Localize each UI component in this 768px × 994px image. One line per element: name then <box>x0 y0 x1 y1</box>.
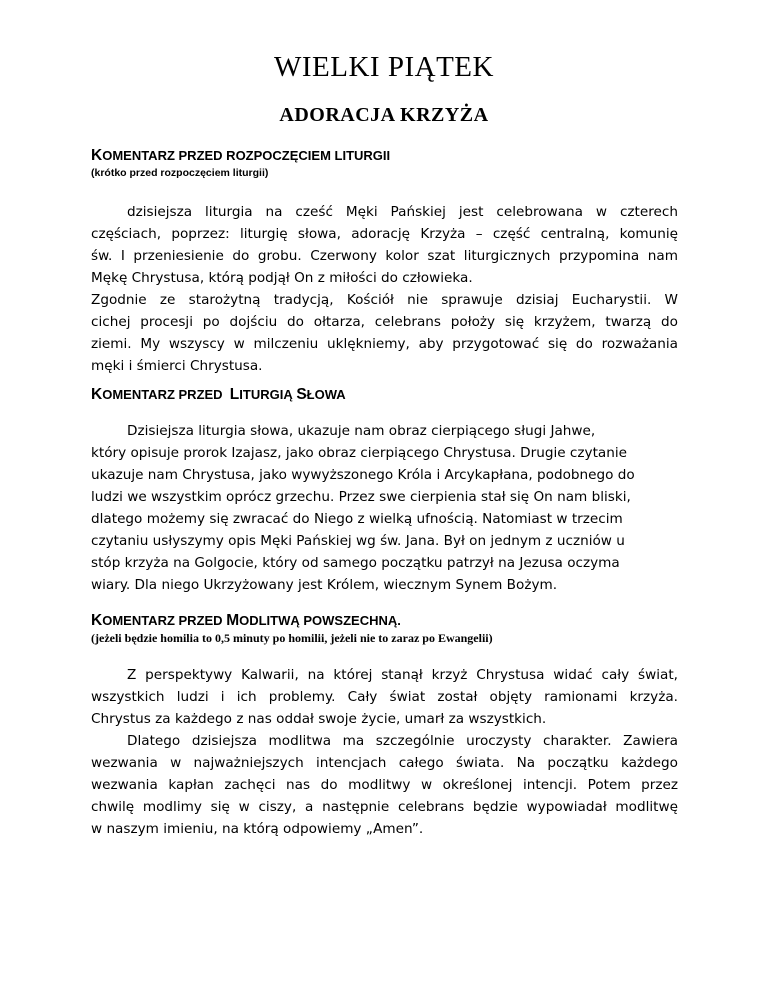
section-2-heading-text-2: ITURGIĄ <box>239 387 297 402</box>
paragraph-line: wezwania kapłan zachęci nas do modlitwy w określonej intencji. Potem przez <box>91 777 678 793</box>
section-2-heading-initial: K <box>91 386 103 403</box>
paragraph-line: wszystkich ludzi i ich problemy. Cały świat został objęty ramionami krzyża. <box>91 689 678 705</box>
section-1-heading-text: OMENTARZ PRZED ROZPOCZĘCIEM LITURGII <box>102 148 391 163</box>
paragraph-line: ukazuje nam Chrystusa, jako wywyższonego Króla i Arcykapłana, podobnego do <box>91 467 635 483</box>
paragraph-line: dlatego możemy się zwracać do Niego z wielką ufnością. Natomiast w trzecim <box>91 511 623 527</box>
paragraph-line: Z perspektywy Kalwarii, na której stanął krzyż Chrystusa widać cały świat, <box>127 667 678 683</box>
section-3-heading-text: OMENTARZ PRZED <box>102 613 227 628</box>
paragraph-line: w naszym imieniu, na którą odpowiemy „Amen”. <box>91 821 424 837</box>
section-3-note: (jeżeli będzie homilia to 0,5 minuty po homilii, jeżeli nie to zaraz po Ewangelii) <box>91 631 493 645</box>
section-2-paragraph <box>91 420 678 596</box>
paragraph-line: ludzi we wszystkim oprócz grzechu. Przez swe cierpienia stał się On nam bliski, <box>91 489 631 505</box>
section-2-heading-text-3: ŁOWA <box>306 387 346 402</box>
paragraph-line: św. I przeniesienie do grobu. Czerwony kolor szat liturgicznych przypomina nam <box>91 248 678 264</box>
section-1-paragraph <box>91 201 678 377</box>
paragraph-line: który opisuje prorok Izajasz, jako obraz cierpiącego Chrystusa. Drugie czytanie <box>91 445 627 461</box>
paragraph-line: częściach, poprzez: liturgię słowa, adorację Krzyża – część centralną, komunię <box>91 226 678 242</box>
paragraph-line: wiary. Dla niego Ukrzyżowany jest Królem, wiecznym Synem Bożym. <box>91 577 558 593</box>
paragraph-line: ziemi. My wszyscy w milczeniu uklękniemy, aby przygotować się do rozważania <box>91 336 678 352</box>
paragraph-line: cichej procesji po dojściu do ołtarza, celebrans położy się krzyżem, twarzą do <box>91 314 678 330</box>
paragraph-line: chwilę modlimy się w ciszy, a następnie celebrans będzie wypowiadał modlitwę <box>91 799 678 815</box>
section-2-heading-initial-s: S <box>296 386 307 403</box>
section-3-heading <box>91 612 401 630</box>
paragraph-line: czytaniu usłyszymy opis Męki Pańskiej wg św. Jana. Był on jednym z uczniów u <box>91 533 625 549</box>
paragraph-line: Zgodnie ze starożytną tradycją, Kościół nie sprawuje dzisiaj Eucharystii. W <box>91 292 678 308</box>
paragraph-line: Mękę Chrystusa, którą podjął On z miłości do człowieka. <box>91 270 473 286</box>
document-subtitle: ADORACJA KRZYŻA <box>279 104 489 126</box>
paragraph-line: Chrystus za każdego z nas oddał swoje życie, umarł za wszystkich. <box>91 711 547 727</box>
section-3-heading-text-2: ODLITWĄ POWSZECHNĄ. <box>239 613 401 628</box>
section-2-heading-initial-l: L <box>229 386 240 403</box>
section-2-heading-text: OMENTARZ PRZED <box>102 387 230 402</box>
section-3-heading-initial-m: M <box>226 612 240 629</box>
section-1-heading-initial: K <box>91 147 103 164</box>
paragraph-line: wezwania w najważniejszych intencjach całego świata. Na początku każdego <box>91 755 678 771</box>
paragraph-line: dzisiejsza liturgia na cześć Męki Pańskiej jest celebrowana w czterech <box>127 204 678 220</box>
section-3-paragraph <box>91 664 678 840</box>
section-3-heading-initial: K <box>91 612 103 629</box>
section-1-note: (krótko przed rozpoczęciem liturgii) <box>91 167 269 179</box>
section-2-heading <box>91 386 346 404</box>
paragraph-line: stóp krzyża na Golgocie, który od samego początku patrzył na Jezusa oczyma <box>91 555 620 571</box>
document-title: WIELKI PIĄTEK <box>274 51 494 83</box>
section-1-heading <box>91 147 390 165</box>
paragraph-line: Dzisiejsza liturgia słowa, ukazuje nam obraz cierpiącego sługi Jahwe, <box>127 423 596 439</box>
paragraph-line: Dlatego dzisiejsza modlitwa ma szczególnie uroczysty charakter. Zawiera <box>127 733 678 749</box>
paragraph-line: męki i śmierci Chrystusa. <box>91 358 263 374</box>
